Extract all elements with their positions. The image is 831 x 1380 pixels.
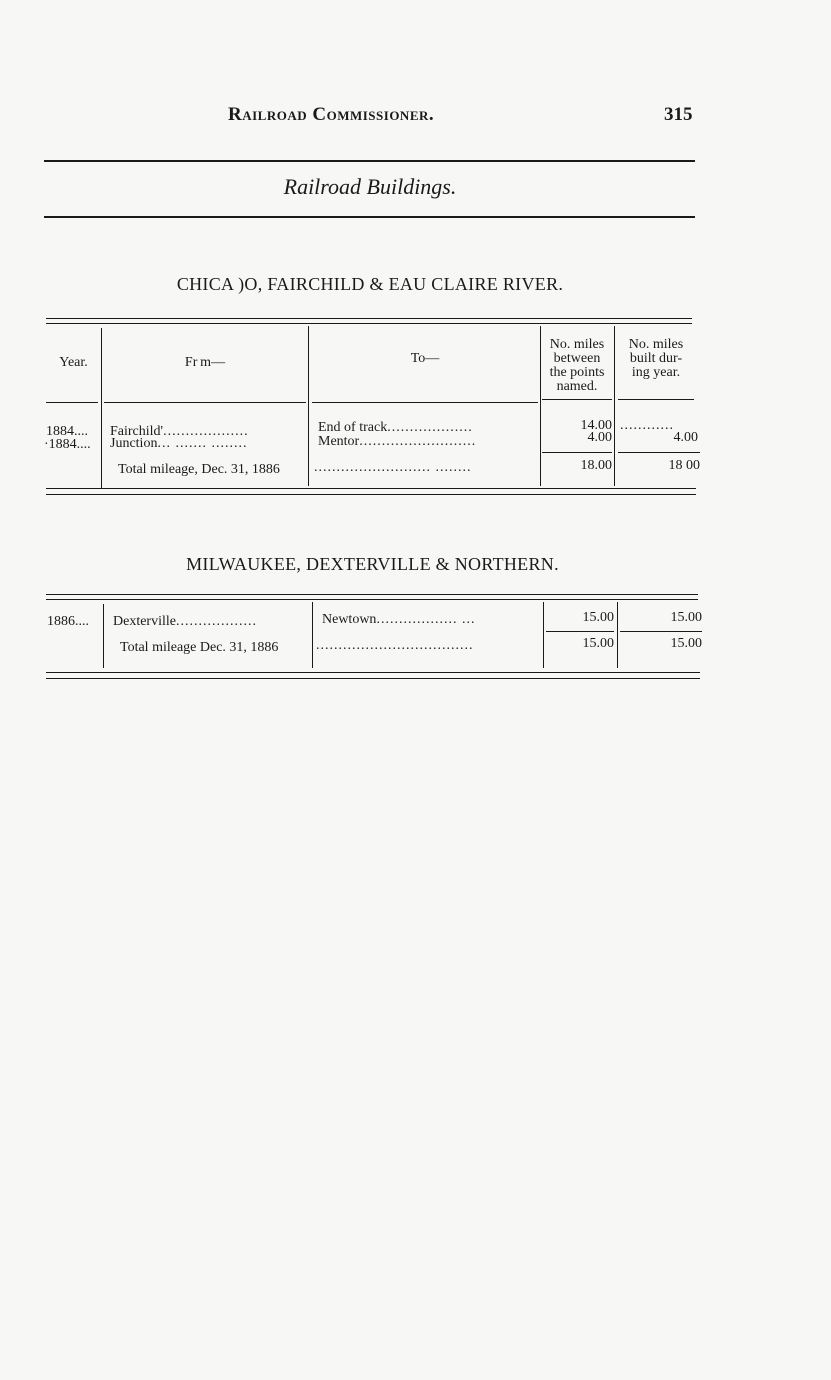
total-leader-dots: .......................... ........	[314, 460, 472, 475]
table-row-to: Mentor..........................	[318, 434, 477, 449]
leader-dots: ...................	[163, 424, 249, 439]
header-line: No. miles	[549, 337, 605, 352]
page-number: 315	[664, 104, 693, 125]
table-row-year: ·1884....	[44, 437, 91, 452]
from-label: Junction	[110, 436, 158, 451]
header-line: between	[553, 351, 601, 366]
table2-rule	[546, 631, 614, 632]
from-label: Dexterville	[113, 614, 176, 629]
header-line: the points	[549, 365, 605, 380]
section-title: Railroad Buildings.	[283, 174, 457, 199]
header-line: named.	[556, 379, 598, 394]
table-row-from: Junction... ....... ........	[110, 436, 248, 451]
total-miles-between: 15.00	[582, 636, 614, 651]
table2-rule	[46, 594, 698, 595]
column-header-from: Fr m—	[184, 355, 226, 370]
table-row-miles-between: 4.00	[587, 430, 612, 445]
to-label: Newtown	[322, 612, 377, 627]
total-leader-dots: ...................................	[316, 638, 474, 653]
table2-column-rule	[312, 602, 313, 668]
table-row-miles-built-dots: ............	[620, 418, 674, 433]
table2-railroad-name: MILWAUKEE, DEXTERVILLE & NORTHERN.	[186, 554, 559, 574]
table2-rule	[46, 672, 700, 673]
column-header-to: To—	[410, 351, 440, 366]
table-row-miles-between: 15.00	[582, 610, 614, 625]
table1-railroad-name: CHICA )O, FAIRCHILD & EAU CLAIRE RIVER.	[176, 274, 564, 294]
table-row-to: Newtown.................. ...	[322, 612, 476, 627]
to-label: Mentor	[318, 434, 360, 449]
header-line: No. miles	[628, 337, 684, 352]
table-row-miles-between: 14.00	[580, 418, 612, 433]
total-mileage-label: Total mileage Dec. 31, 1886	[120, 640, 279, 655]
table-row-to: End of track...................	[318, 420, 473, 435]
to-label: End of track	[318, 420, 388, 435]
from-label: Fairchild'	[110, 424, 164, 439]
total-miles-built: 18 00	[668, 458, 700, 473]
running-head-title: Railroad Commissioner.	[228, 104, 435, 125]
table2-column-rule	[543, 602, 544, 668]
total-mileage-label: Total mileage, Dec. 31, 1886	[118, 462, 280, 477]
column-header-year: Year.	[59, 355, 88, 370]
table-row-miles-built: 15.00	[670, 610, 702, 625]
table2-column-rule	[617, 602, 618, 668]
total-miles-between: 18.00	[580, 458, 612, 473]
table2-rule	[46, 678, 700, 679]
total-miles-built: 15.00	[670, 636, 702, 651]
table-row-year: 1886....	[47, 614, 89, 629]
header-line: built dur-	[629, 351, 683, 366]
table2-rule	[46, 599, 698, 600]
table2-rule	[620, 631, 702, 632]
table-row-year: 1884....	[46, 424, 88, 439]
header-line: ing year.	[631, 365, 681, 380]
table-row-miles-built: 4.00	[673, 430, 698, 445]
table-row-from: Dexterville..................	[113, 614, 257, 629]
table2-column-rule	[103, 604, 104, 668]
